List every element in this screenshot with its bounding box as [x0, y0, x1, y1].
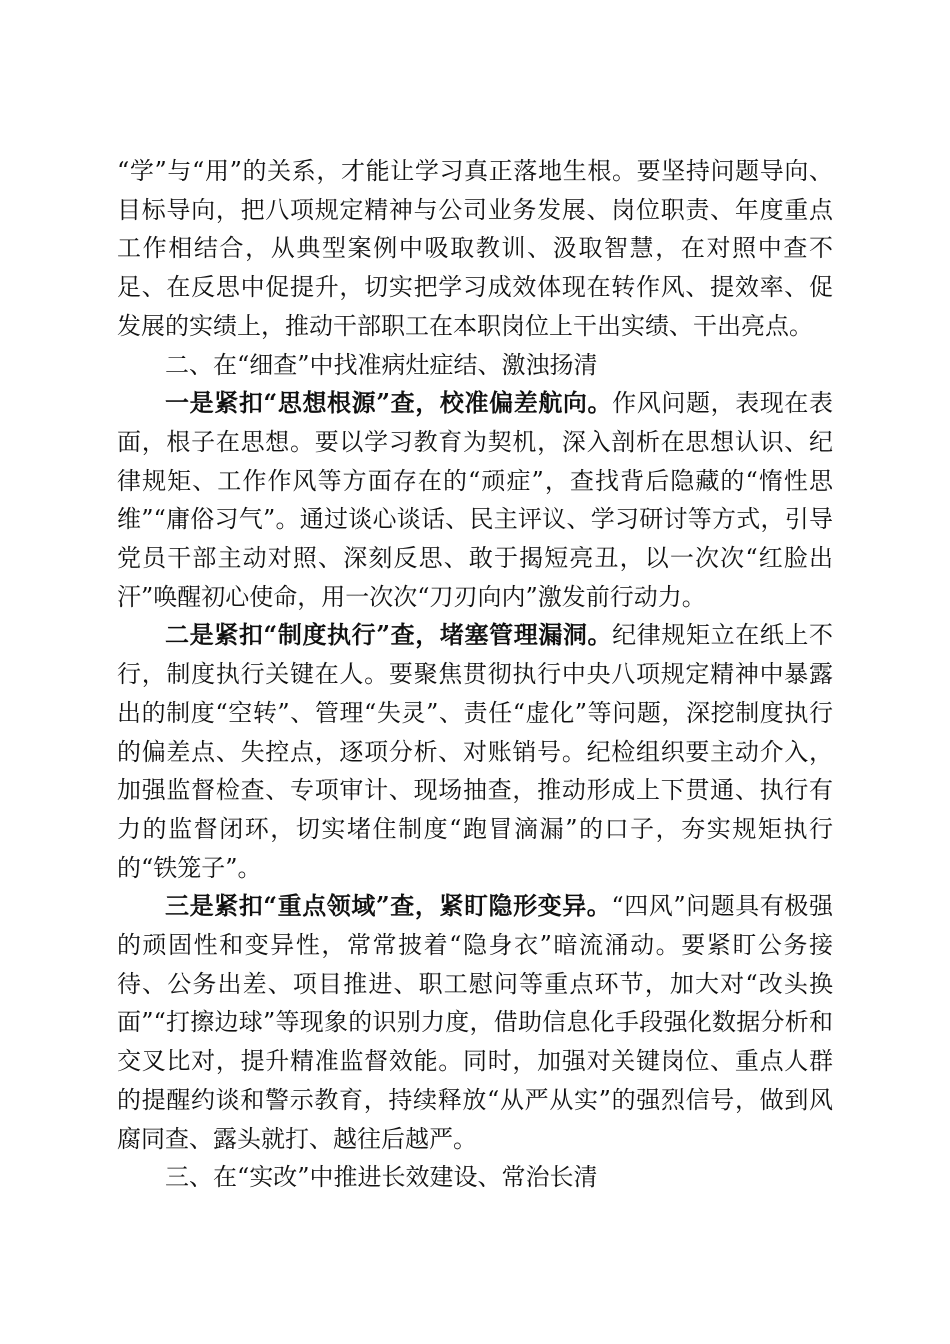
continuation-paragraph: “学”与“用”的关系，才能让学习真正落地生根。要坚持问题导向、目标导向，把八项规定精神与公司业务发展、岗位职责、年度重点工作相结合，从典型案例中吸取教训、汲取智慧，在对照中查不足、在反思中促提升，切实把学习成效体现在转作风、提效率、促发展的实绩上，推动干部职工在本职岗位上干出实绩、干出亮点。: [117, 157, 833, 340]
item-paragraph-2: [117, 616, 833, 887]
item-paragraph-1: [117, 384, 833, 616]
item-body-2: 纪律规矩立在纸上不行，制度执行关键在人。要聚焦贯彻执行中央八项规定精神中暴露出的制度“空转”、管理“失灵”、责任“虚化”等问题，深挖制度执行的偏差点、失控点，逐项分析、对账销号。纪检组织要主动介入，加强监督检查、专项审计、现场抽查，推动形成上下贯通、执行有力的监督闭环，切实堵住制度“跑冒滴漏”的口子，夯实规矩执行的“铁笼子”。: [117, 621, 834, 882]
section-two-heading: 二、在“细查”中找准病灶症结、激浊扬清: [165, 350, 598, 379]
item-lead-1: 一是紧扣“思想根源”查，校准偏差航向。: [165, 388, 613, 418]
section-three-heading: 三、在“实改”中推进长效建设、常治长清: [165, 1163, 598, 1192]
item-lead-2: 二是紧扣“制度执行”查，堵塞管理漏洞。: [165, 620, 613, 650]
document-page: [117, 152, 833, 1197]
item-body-3: “四风”问题具有极强的顽固性和变异性，常常披着“隐身衣”暗流涌动。要紧盯公务接待、公务出差、项目推进、职工慰问等重点环节，加大对“改头换面”“打擦边球”等现象的识别力度，借助信息化手段强化数据分析和交叉比对，提升精准监督效能。同时，加强对关键岗位、重点人群的提醒约谈和警示教育，持续释放“从严从实”的强烈信号，做到风腐同查、露头就打、越往后越严。: [117, 892, 833, 1153]
item-body-1: 作风问题，表现在表面，根子在思想。要以学习教育为契机，深入剖析在思想认识、纪律规矩、工作作风等方面存在的“顽症”，查找背后隐藏的“惰性思维”“庸俗习气”。通过谈心谈话、民主评议、学习研讨等方式，引导党员干部主动对照、深刻反思、敢于揭短亮丑，以一次次“红脸出汗”唤醒初心使命，用一次次“刀刃向内”激发前行动力。: [117, 389, 834, 611]
item-paragraph-3: [117, 887, 833, 1158]
item-lead-3: 三是紧扣“重点领域”查，紧盯隐形变异。: [165, 891, 612, 921]
